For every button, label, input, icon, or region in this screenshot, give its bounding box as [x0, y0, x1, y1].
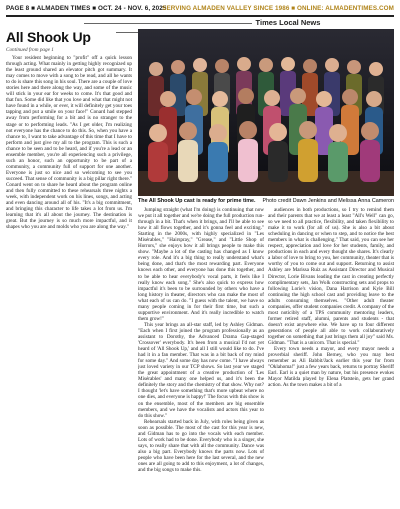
caption-credit: Photo credit Dawn Jenkins and Melissa Anna Cameron — [262, 198, 394, 204]
paragraph: Every town needs a mayor, and every mayor needs a proverbial sheriff. John Berney, who you may best remember as Ali Babbit/Jack earlier this year for from "Oklahoma!" just a few years back, returns to portray Sheriff Earl. Earl is a quiet man by nature, but his presence evokes Mayor Matilda played by Elena Platstein, gets her grand action. As the town makes a bit of a — [268, 346, 394, 389]
article-column-3 — [268, 207, 394, 507]
masthead-rule — [6, 15, 394, 17]
paragraph: Rehearsals started back in July, with roles being given as soon as possible. The most of the cast for this year is new, and Gidman has to go into the vocals with each member. Lots of work had to be done. Everybody who is a singer, she says, to really share that with all the community. Dance was also a big part. Everybody knows the parts now. Lots of people who have been here for the last several, and the new ones are all going to add to this enjoyment, a lot of changes, and the big songs to make this. — [138, 418, 264, 474]
article-column-2 — [138, 207, 264, 507]
caption-title: The All Shook Up cast is ready for prime time. — [138, 198, 256, 204]
masthead-bar — [6, 2, 394, 15]
photo-caption — [138, 198, 394, 204]
masthead-website[interactable]: SERVING ALMADEN VALLEY SINCE 1986 ■ ONLINE: ALMADENTIMES.COM — [162, 5, 394, 12]
paragraph: Jumping straight (what I'm doing) is continuing that now we put it all together and we're doing the full production run-through in a bit. That's when it brings, and I'll be able to see how it all flows together, and it's gonna feel and exciting." Starting in the 2000s, with highly specialized in "Les Misérables," "Hairspray," "Grease," and "Little Shop of Horrors," she enjoys how it all brings people to make this show. "Maybe a lot of the casting has changed as I know every role. And it's a big thing to really understand what's being done, and that's the most rewarding part. Everyone knows each other, and everyone has done this together, and to be able to hear everybody's vocal parts, it feels like I really know each song." She's also quick to express how impactful it's been to be surrounded by others who have a long history in theater, directors who can make the most of what each of us can do. "I guess with the talent, we have so many people coming in for their first time, but such a supportive environment. And it's really incredible to watch them grow!" — [138, 207, 264, 322]
masthead-issue: PAGE 8 ■ ALMADEN TIMES ■ OCT. 24 - NOV. 6, 2025 — [6, 5, 167, 12]
continued-note: Continued from page 1 — [6, 47, 54, 53]
paragraph: Your resident beginning to "profit" off a quick lesson through acting. What mainly in getting highly recognized up the least ground shared an elevator pitch got summary. It may comes to move with a song to be read, and all he wants to do is share this song in his soul. There are a couple of love stories here and there along the way, and some of the music will stick in your ear for weeks to come. It's that good and that fun. Some did like that you love and what that might not have found in a while, or ever, it will definitely get your toes tapping and put a smile on your face!" Conard had stepped away from performing for a bit and is no stranger to the stage or to performing leads. "As I get older, I'm realizing not everyone has the chance to do this. So, when you have a chance to, I want to take advantage of this time that I have to perform and just give my all to the program. This is such a chance to be seen and to be heard, and if you're a lead or an ensemble member, you're all experiencing such a privilege, such an honor, such an opportunity to be part of a community, a community full of support for one another. Everyone is just so nice and so welcoming to see you succeed. That sense of community is a big pillar right there." Conard went on to share he heard about the program online and then fully committed to these rehearsals three nights a week, with independent work on his lines, songs, and acting and even dancing around all of his. "It's a big commitment, and bringing this character to life takes a lot from us. I'm learning that it's all about the journey. The destination is great. But the journey is so much more impactful, and it shapes who you are and molds who you are along the way." — [6, 55, 132, 231]
paragraph: audiences in both productions, so I try to remind them and their parents that we at least a least "All's Well" can go, so we need to all practice, flexibility, and taken flexibility to make it to work (for all of us). She is also a bit about scheduling in dancing or when to step, and to notice the best members in what is challenging." That said, you can see her respect, appreciation and love for her students, family, and productions in each and every thought she shares. It's clearly a labor of love to bring to you, her community, theater that is worthy of you to come out and support. Returning to assist Ashley are Marissa Ruiz as Assistant Director and Musical Director, Lorie Bivans leading the cast in creating perfectly complimentary sets, Jan Wolk constructing sets and props to following Lorie's vision, Dana Harrison and Kyle Bill continuing the high school cast and providing leave to the adults consuming themselves. "Other adult theater companies, offer student companies credit. A company of the most noticibly of a TPS community mentoring leaders, former retired staff, alumni, parents and students - that doesn't exist anywhere else. We have up to four different generations of people all able to work collaboratively together on something that just brings them all joy" said Ms. Gidman. "That is a unicorn. That is special." — [268, 207, 394, 347]
article-column-1 — [6, 55, 132, 507]
article-headline: All Shook Up — [6, 29, 91, 45]
cast-photo — [138, 29, 394, 196]
paragraph: This year brings an all-star staff, led by Ashley Gidman. "Each when I first joined the program professionally as an assistant to Dorothy, the Advanced Drama Gap-staged 'Crossover' everybody. It's been from a musical I'd not yet heard of 'All Shook Up,' and all I still would like to do. I've had it in a fan member. That was in a bit back of my mind for some day." And some day has now come. "I have always just loved variety in our TCP shows. So last year we staged the great appointment of a creative production of 'Les Misérables' and many one helped us, and it's been the definitely the story and the chemistry of that show. Why not? I thought 'let's have something that's more upbeat where no one dies, and everyone is happy!' The focus with this show is on the ensemble, most of the members are big ensemble members, and we have the vocalists and actors this year to do this show." — [138, 321, 264, 419]
section-title: Times Local News — [0, 18, 400, 36]
